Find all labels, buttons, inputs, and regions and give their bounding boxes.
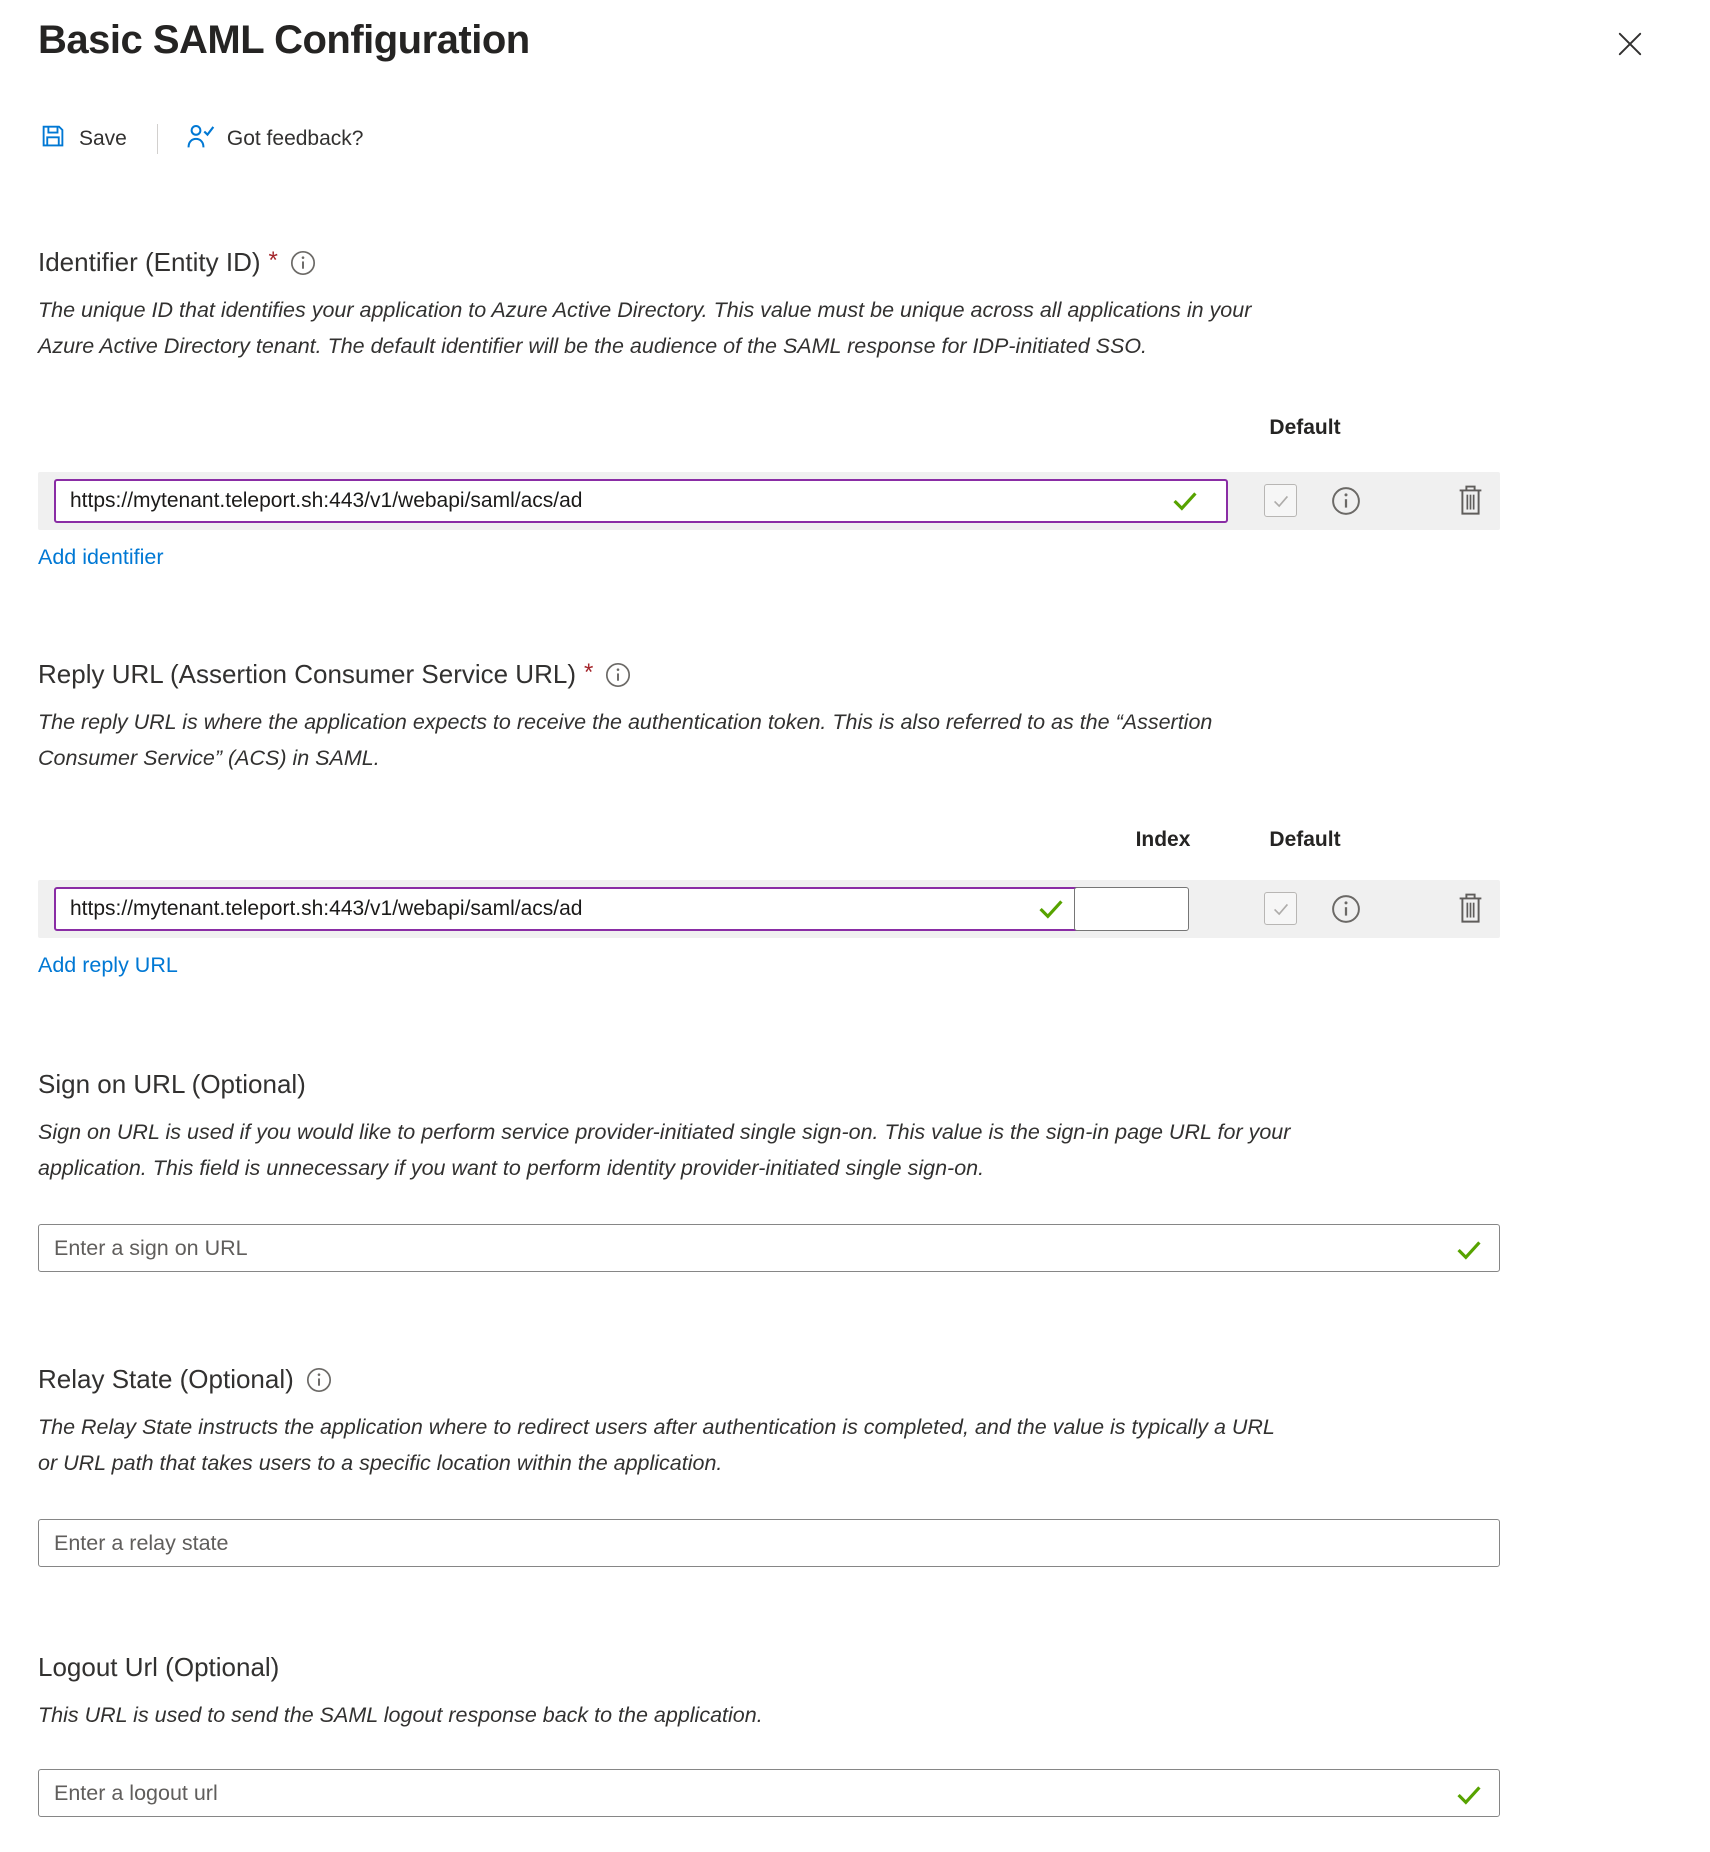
section-identifier: [38, 247, 1670, 571]
sign-on-url-description: Sign on URL is used if you would like to perform service provider-initiated single sign-on. This value is the sign-in page URL for your application. This field is unnecessary if you want to perform identity provider-initiated single sign-on.: [38, 1120, 1291, 1180]
section-logout-url: [38, 1652, 1670, 1817]
feedback-person-icon: [184, 120, 216, 158]
section-sign-on-url: [38, 1069, 1670, 1272]
reply-url-description: The reply URL is where the application expects to receive the authentication token. This is also referred to as the “Assertion Consumer Service” (ACS) in SAML.: [38, 710, 1213, 770]
add-identifier-link[interactable]: Add identifier: [38, 545, 164, 569]
valid-check-icon: [1454, 1781, 1484, 1814]
sign-on-url-field: [38, 1224, 1500, 1272]
identifier-title-text: Identifier (Entity ID): [38, 247, 261, 277]
logout-url-input[interactable]: [38, 1769, 1500, 1817]
toolbar-divider: [157, 124, 158, 154]
sign-on-url-title-text: Sign on URL (Optional): [38, 1069, 306, 1099]
valid-check-icon: [1036, 895, 1066, 928]
identifier-description: The unique ID that identifies your application to Azure Active Directory. This value must be unique across all applications in your Azure Active Directory tenant. The default identifier will be the audience of the SAML response for IDP-initiated SSO.: [38, 298, 1252, 358]
reply-column-headers: [38, 828, 1500, 854]
command-bar: [38, 121, 1670, 157]
add-reply-url-link[interactable]: Add reply URL: [38, 953, 178, 977]
logout-url-section-title: [38, 1652, 1670, 1683]
identifier-url-input[interactable]: [54, 479, 1228, 523]
section-relay-state: [38, 1364, 1670, 1567]
default-column-header: Default: [1269, 416, 1341, 439]
save-label: Save: [79, 127, 127, 150]
sign-on-url-section-title: [38, 1069, 1670, 1100]
index-column-header: Index: [1135, 828, 1191, 851]
identifier-row: [38, 472, 1500, 530]
default-checkbox[interactable]: [1264, 484, 1297, 517]
sign-on-url-input[interactable]: [38, 1224, 1500, 1272]
logout-url-field: [38, 1769, 1500, 1817]
got-feedback-label: Got feedback?: [226, 127, 364, 150]
delete-identifier-button[interactable]: [1456, 481, 1485, 521]
close-button[interactable]: [1612, 26, 1648, 65]
save-icon: [38, 121, 68, 157]
reply-url-section-title: [38, 659, 1670, 690]
info-icon[interactable]: [605, 662, 631, 688]
section-reply-url: [38, 659, 1670, 979]
reply-url-title-text: Reply URL (Assertion Consumer Service URL): [38, 659, 576, 689]
info-icon[interactable]: [1331, 486, 1361, 521]
required-asterisk: *: [583, 659, 594, 686]
reply-url-input[interactable]: [54, 887, 1093, 931]
logout-url-title-text: Logout Url (Optional): [38, 1652, 280, 1682]
valid-check-icon: [1170, 487, 1200, 520]
delete-reply-url-button[interactable]: [1456, 889, 1485, 929]
logout-url-description: This URL is used to send the SAML logout response back to the application.: [38, 1703, 763, 1727]
close-icon: [1612, 50, 1648, 65]
info-icon[interactable]: [1331, 894, 1361, 929]
panel-header: [38, 16, 1670, 65]
identifier-column-headers: [38, 416, 1500, 442]
relay-state-description: The Relay State instructs the application where to redirect users after authentication is completed, and the value is typically a URL or URL path that takes users to a specific location within the application.: [38, 1415, 1275, 1475]
trash-icon: [1456, 506, 1485, 521]
identifier-section-title: [38, 247, 1670, 278]
info-icon[interactable]: [290, 250, 316, 276]
relay-state-field: [38, 1519, 1500, 1567]
relay-state-input[interactable]: [38, 1519, 1500, 1567]
index-input[interactable]: [1074, 887, 1189, 931]
got-feedback-button[interactable]: [184, 120, 364, 158]
required-asterisk: *: [268, 247, 278, 274]
page-title: Basic SAML Configuration: [38, 18, 530, 62]
valid-check-icon: [1454, 1236, 1484, 1269]
default-checkbox[interactable]: [1264, 892, 1297, 925]
save-button[interactable]: [38, 121, 127, 157]
default-column-header: Default: [1269, 828, 1341, 851]
info-icon[interactable]: [306, 1367, 332, 1393]
trash-icon: [1456, 914, 1485, 929]
relay-state-section-title: [38, 1364, 1670, 1395]
relay-state-title-text: Relay State (Optional): [38, 1364, 294, 1394]
reply-url-row: [38, 880, 1500, 938]
